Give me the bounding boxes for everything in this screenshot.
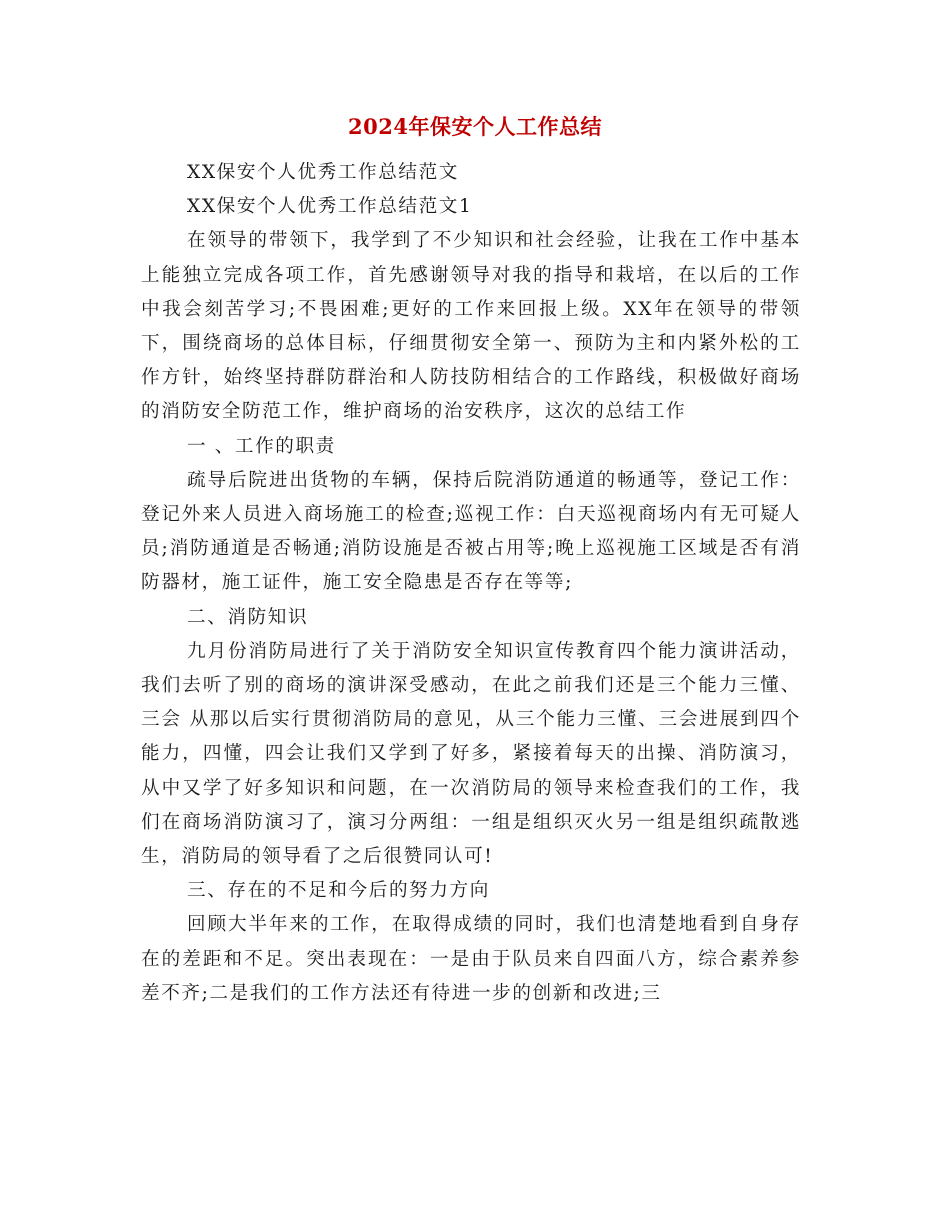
paragraph-fire-knowledge: 九月份消防局进行了关于消防安全知识宣传教育四个能力演讲活动，我们去听了别的商场的演讲深受感动，在此之前我们还是三个能力三懂、三会 从那以后实行贯彻消防局的意见，从三个能力三懂、三会进展到四个能力，四懂，四会让我们又学到了好多，紧接着每天的出操、消防演习，从中又学了好多知识和问题，在一次消防局的领导来检查我们的工作，我们在商场消防演习了，演习分两组：一组是组织灭火另一组是组织疏散逃生，消防局的领导看了之后很赞同认可! <box>141 640 801 868</box>
document-body <box>141 156 801 1011</box>
paragraph-subtitle: XX保安个人优秀工作总结范文 <box>187 162 459 183</box>
section-heading-fire-knowledge: 二、消防知识 <box>187 606 309 628</box>
paragraph-shortcomings: 回顾大半年来的工作，在取得成绩的同时，我们也清楚地看到自身存在的差距和不足。突出表现在：一是由于队员来自四面八方，综合素养参差不齐;二是我们的工作方法还有待进一步的创新和改进;三 <box>141 914 801 1004</box>
paragraph-intro: 在领导的带领下，我学到了不少知识和社会经验，让我在工作中基本上能独立完成各项工作，首先感谢领导对我的指导和栽培，在以后的工作中我会刻苦学习;不畏困难;更好的工作来回报上级。XX年在领导的带领下，围绕商场的总体目标，仔细贯彻安全第一、预防为主和内紧外松的工作方针，始终坚持群防群治和人防技防相结合的工作路线，积极做好商场的消防安全防范工作，维护商场的治安秩序，这次的总结工作 <box>141 230 801 423</box>
paragraph-subtitle-1: XX保安个人优秀工作总结范文1 <box>187 196 473 218</box>
section-heading-shortcomings: 三、存在的不足和今后的努力方向 <box>187 880 490 902</box>
document-title: 2024年保安个人工作总结 <box>348 114 602 139</box>
paragraph-duties: 疏导后院进出货物的车辆，保持后院消防通道的畅通等，登记工作：登记外来人员进入商场施工的检查;巡视工作：白天巡视商场内有无可疑人员;消防通道是否畅通;消防设施是否被占用等;晚上巡视施工区域是否有消防器材，施工证件，施工安全隐患是否存在等等; <box>141 469 801 594</box>
section-heading-duties: 一 、工作的职责 <box>187 435 336 457</box>
